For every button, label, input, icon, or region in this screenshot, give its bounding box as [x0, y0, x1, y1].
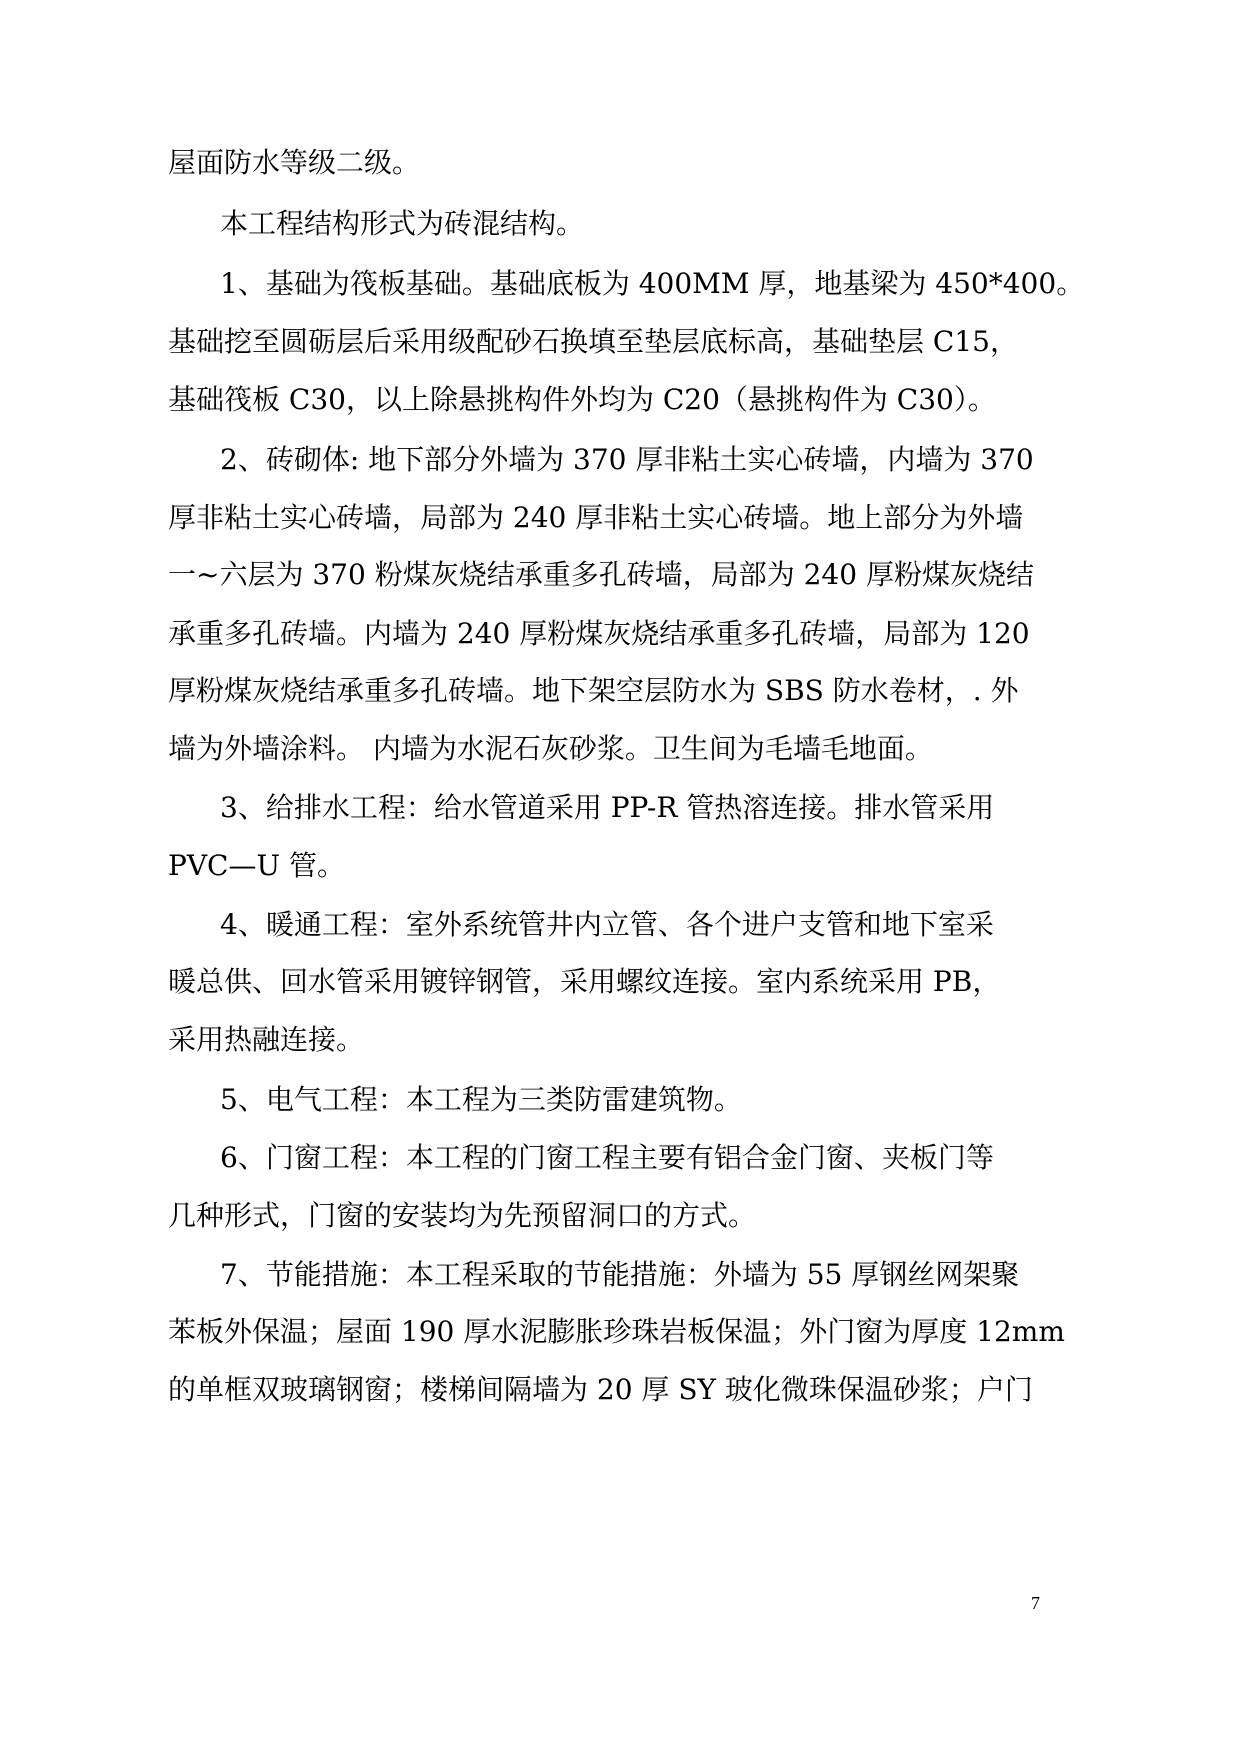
text-line: 的单框双玻璃钢窗；楼梯间隔墙为 20 厚 SY 玻化微珠保温砂浆；户门: [168, 1373, 1033, 1406]
text-line: 几种形式，门窗的安装均为先预留洞口的方式。: [168, 1199, 757, 1232]
text-line: PVC—U 管。: [168, 849, 345, 882]
text-line: 承重多孔砖墙。内墙为 240 厚粉煤灰烧结承重多孔砖墙，局部为 120: [168, 617, 1030, 650]
page-number: 7: [1031, 1593, 1040, 1613]
text-line: 本工程结构形式为砖混结构。: [220, 207, 585, 240]
text-line: 5、电气工程：本工程为三类防雷建筑物。: [220, 1083, 742, 1116]
text-line: 基础挖至圆砺层后采用级配砂石换填至垫层底标高，基础垫层 C15，: [168, 325, 1018, 358]
text-line: 厚粉煤灰烧结承重多孔砖墙。地下架空层防水为 SBS 防水卷材，. 外: [168, 674, 1019, 707]
text-line: 1、基础为筏板基础。基础底板为 400MM 厚，地基梁为 450*400。: [220, 267, 1085, 300]
text-line: 6、门窗工程：本工程的门窗工程主要有铝合金门窗、夹板门等: [220, 1141, 994, 1174]
text-line: 苯板外保温；屋面 190 厚水泥膨胀珍珠岩板保温；外门窗为厚度 12mm: [168, 1315, 1065, 1348]
text-line: 3、给排水工程：给水管道采用 PP-R 管热溶连接。排水管采用: [220, 791, 995, 824]
text-line: 一~六层为 370 粉煤灰烧结承重多孔砖墙，局部为 240 厚粉煤灰烧结: [168, 558, 1034, 591]
text-line: 墙为外墙涂料。 内墙为水泥石灰砂浆。卫生间为毛墙毛地面。: [168, 732, 933, 765]
text-line: 4、暖通工程：室外系统管井内立管、各个进户支管和地下室采: [220, 908, 994, 941]
text-line: 厚非粘土实心砖墙，局部为 240 厚非粘土实心砖墙。地上部分为外墙: [168, 501, 1024, 534]
text-line: 屋面防水等级二级。: [168, 146, 421, 179]
text-line: 基础筏板 C30，以上除悬挑构件外均为 C20（悬挑构件为 C30）。: [168, 383, 996, 416]
text-line: 2、砖砌体: 地下部分外墙为 370 厚非粘土实心砖墙，内墙为 370: [220, 443, 1034, 476]
text-line: 7、节能措施：本工程采取的节能措施：外墙为 55 厚钢丝网架聚: [220, 1258, 1020, 1291]
text-line: 采用热融连接。: [168, 1023, 365, 1056]
text-line: 暖总供、回水管采用镀锌钢管，采用螺纹连接。室内系统采用 PB，: [168, 965, 1001, 998]
